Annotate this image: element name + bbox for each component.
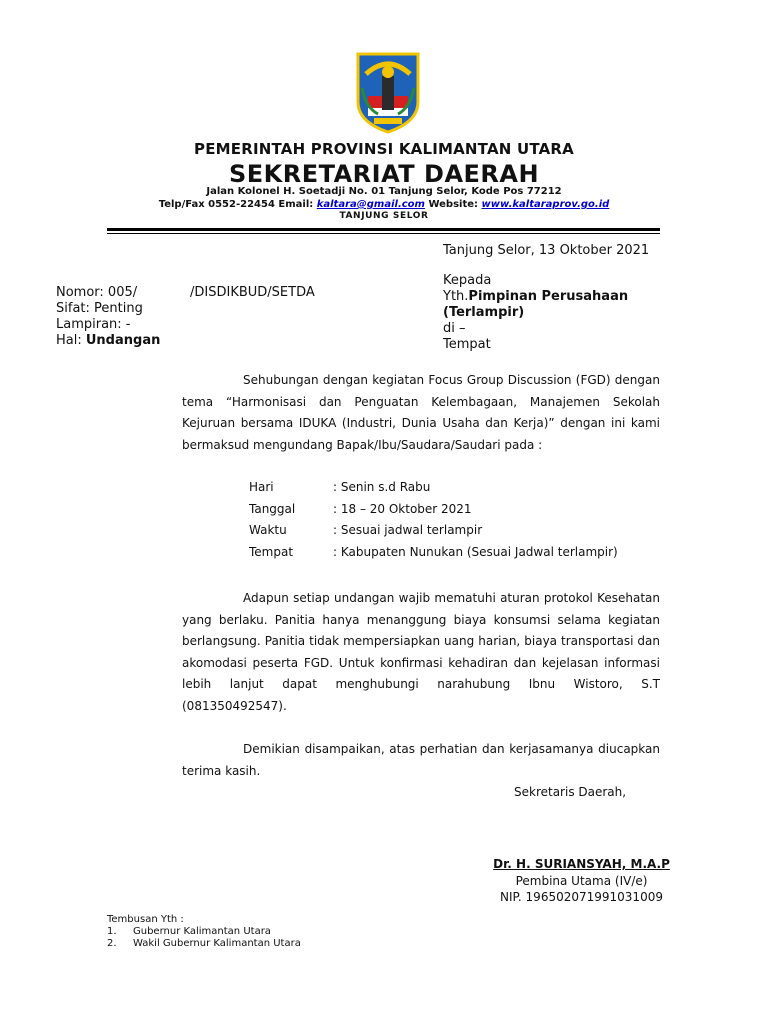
letter-subject bbox=[56, 333, 160, 349]
cc-item-text: Gubernur Kalimantan Utara bbox=[133, 926, 271, 937]
cc-title: Tembusan Yth : bbox=[107, 914, 184, 925]
signature-title: Sekretaris Daerah, bbox=[514, 785, 627, 799]
province-emblem bbox=[352, 48, 424, 136]
letter-date: Tanjung Selor, 13 Oktober 2021 bbox=[443, 243, 650, 258]
paragraph-protocol-text: Adapun setiap undangan wajib mematuhi aturan protokol Kesehatan yang berlaku. Panitia hanya menanggung biaya konsumsi selama kegiatan berlangsung. Panitia tidak mempersiapkan uang harian, biaya transportasi dan akomodasi peserta FGD. Untuk konfirmasi kehadiran dan kejelasan informasi lebih lanjut dapat menghubungi narahubung Ibnu Wistoro, S.T (081350492547). bbox=[182, 591, 660, 713]
office-name: SEKRETARIAT DAERAH bbox=[228, 160, 540, 188]
letter-number-suffix: /DISDIKBUD/SETDA bbox=[190, 285, 315, 300]
email-link[interactable]: kaltara@gmail.com bbox=[316, 199, 425, 210]
signer-rank: Pembina Utama (IV/e) bbox=[515, 874, 648, 888]
subject-value: Undangan bbox=[85, 333, 161, 348]
cc-item bbox=[107, 938, 301, 950]
paragraph-intro-text: Sehubungan dengan kegiatan Focus Group Discussion (FGD) dengan tema “Harmonisasi dan Penguatan Kelembagaan, Manajemen Sekolah Kejuruan bersama IDUKA (Industri, Dunia Usaha dan Kerja)” dengan ini kami bermaksud mengundang Bapak/Ibu/Saudara/Saudari pada : bbox=[182, 373, 660, 452]
detail-row bbox=[249, 545, 618, 567]
detail-value: : 18 – 20 Oktober 2021 bbox=[333, 501, 472, 516]
detail-row bbox=[249, 480, 618, 502]
recipient-name-line bbox=[443, 289, 628, 305]
cc-block bbox=[107, 914, 301, 950]
detail-row bbox=[249, 502, 618, 524]
detail-label: Tempat bbox=[249, 544, 294, 559]
header-rule-thick bbox=[107, 228, 660, 231]
recipient-name-2: (Terlampir) bbox=[443, 305, 525, 320]
cc-item-number: 1. bbox=[107, 926, 117, 937]
detail-value: : Senin s.d Rabu bbox=[333, 480, 431, 494]
government-name: PEMERINTAH PROVINSI KALIMANTAN UTARA bbox=[194, 140, 574, 158]
letter-attachment: Lampiran: - bbox=[56, 317, 131, 332]
event-details bbox=[249, 480, 618, 566]
cc-item bbox=[107, 926, 301, 938]
office-contact bbox=[0, 199, 768, 210]
signer-nip: NIP. 196502071991031009 bbox=[500, 890, 663, 904]
office-address: Jalan Kolonel H. Soetadji No. 01 Tanjung Selor, Kode Pos 77212 bbox=[206, 186, 562, 197]
office-city: TANJUNG SELOR bbox=[339, 211, 429, 221]
signer-name: Dr. H. SURIANSYAH, M.A.P bbox=[493, 857, 670, 871]
detail-value: : Kabupaten Nunukan (Sesuai Jadwal terlampir) bbox=[333, 544, 618, 559]
letter-number: Nomor: 005/ bbox=[56, 285, 138, 300]
cc-item-number: 2. bbox=[107, 938, 117, 949]
paragraph-closing-text: Demikian disampaikan, atas perhatian dan kerjasamanya diucapkan terima kasih. bbox=[182, 742, 660, 778]
website-label: Website: bbox=[424, 199, 482, 210]
recipient-place: Tempat bbox=[443, 337, 491, 352]
website-link[interactable]: www.kaltaraprov.go.id bbox=[481, 199, 610, 210]
detail-label: Hari bbox=[249, 480, 274, 494]
subject-label: Hal: bbox=[56, 333, 86, 348]
recipient-at: di – bbox=[443, 321, 466, 336]
recipient-prefix: Yth. bbox=[443, 289, 469, 304]
header-rule-thin bbox=[107, 233, 660, 234]
recipient-name: Pimpinan Perusahaan bbox=[468, 289, 629, 304]
cc-item-text: Wakil Gubernur Kalimantan Utara bbox=[133, 938, 301, 949]
detail-value: : Sesuai jadwal terlampir bbox=[333, 523, 483, 537]
paragraph-intro bbox=[182, 370, 660, 456]
contact-prefix: Telp/Fax 0552-22454 Email: bbox=[158, 199, 317, 210]
recipient-block bbox=[443, 273, 628, 353]
detail-label: Waktu bbox=[249, 523, 287, 537]
detail-label: Tanggal bbox=[249, 501, 296, 516]
recipient-label: Kepada bbox=[443, 273, 492, 288]
letter-nature: Sifat: Penting bbox=[56, 301, 143, 316]
paragraph-protocol bbox=[182, 588, 660, 717]
detail-row bbox=[249, 523, 618, 545]
paragraph-closing bbox=[182, 739, 660, 782]
